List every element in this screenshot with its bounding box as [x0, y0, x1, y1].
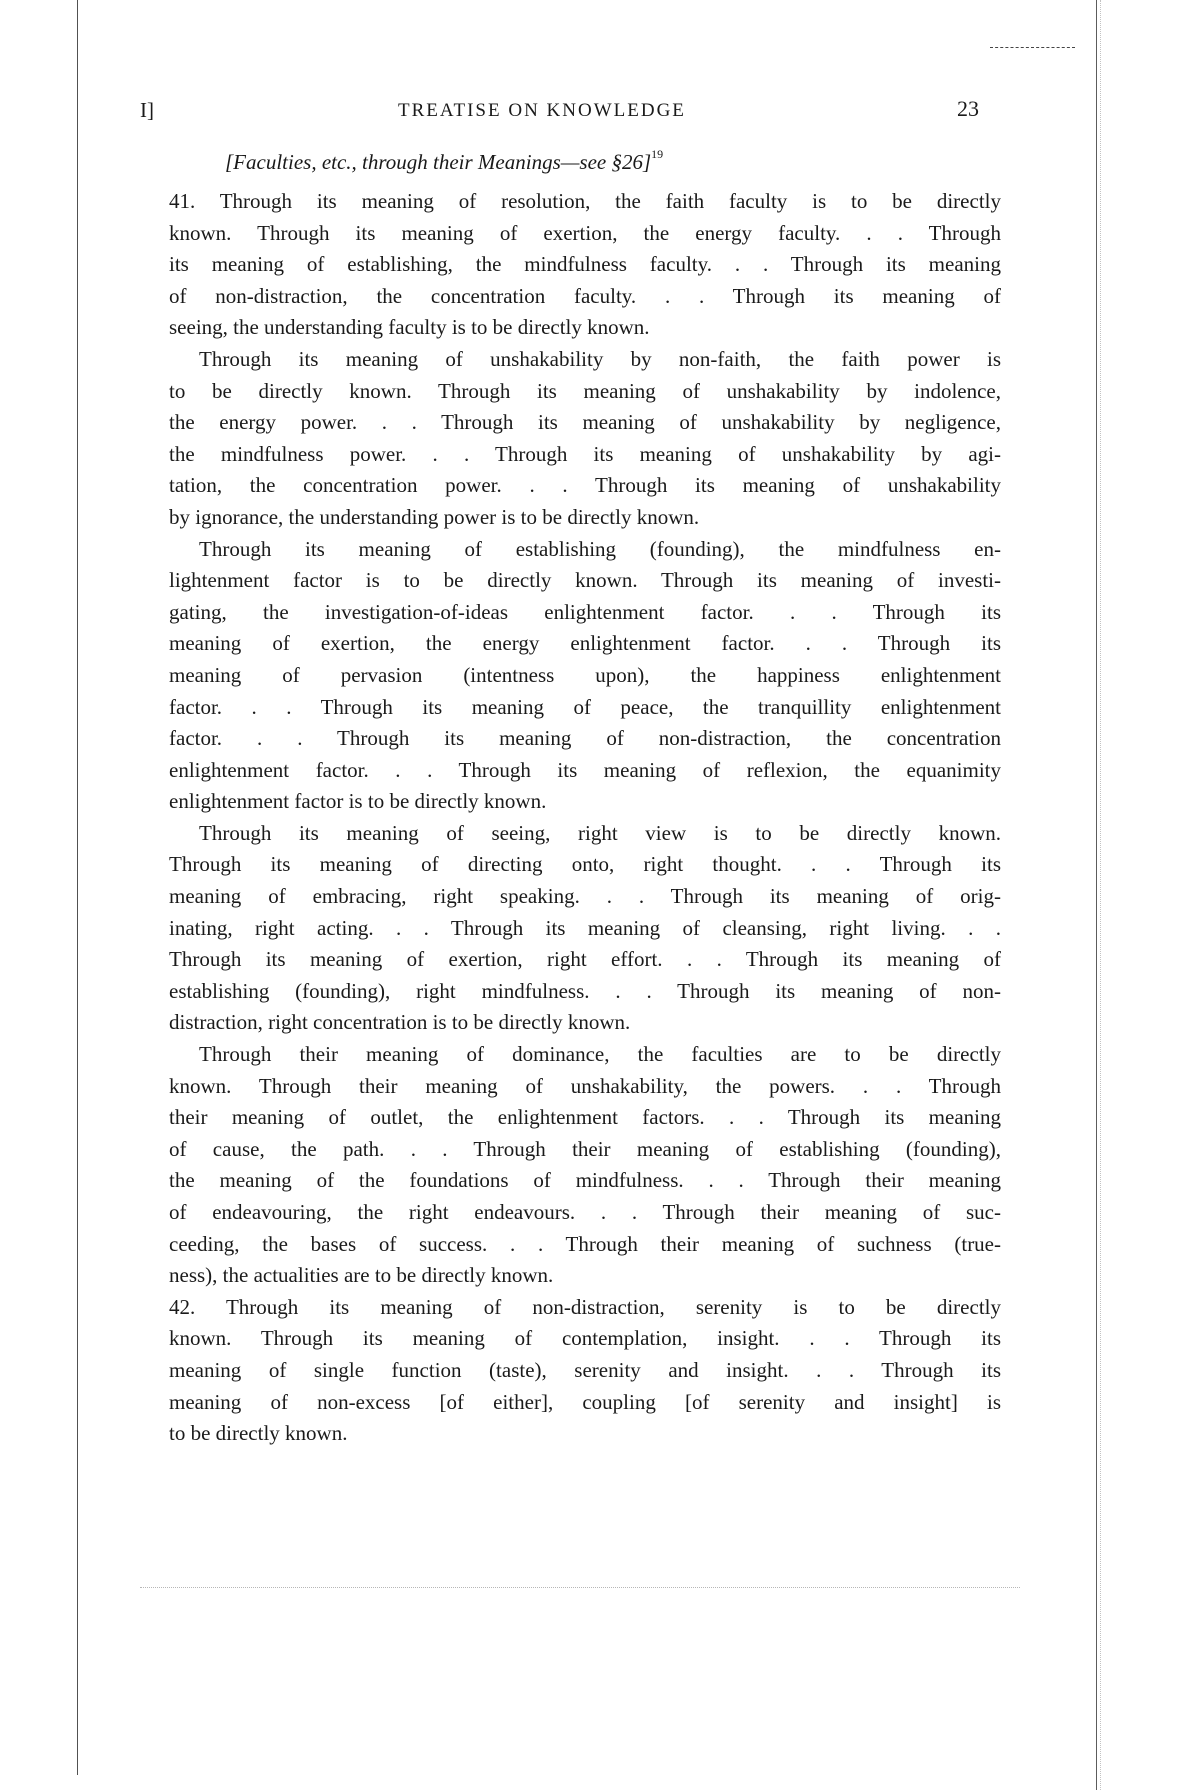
- text-line: meaning of exertion, the energy enlightenment factor. . . Through its: [169, 631, 1001, 656]
- text-line: establishing (founding), right mindfulness. . . Through its meaning of non-: [169, 978, 1001, 1003]
- paragraph: [169, 344, 1001, 534]
- text-line: Through its meaning of exertion, right effort. . . Through its meaning of: [169, 947, 1001, 972]
- body-text: [169, 186, 1001, 1450]
- text-line: of endeavouring, the right endeavours. . . Through their meaning of suc-: [169, 1200, 1001, 1224]
- text-line: by ignorance, the understanding power is to be directly known.: [169, 504, 700, 529]
- text-line: 42. Through its meaning of non-distraction, serenity is to be directly: [169, 1294, 1001, 1319]
- text-line: lightenment factor is to be directly known. Through its meaning of investi-: [169, 568, 1001, 593]
- text-line: Through its meaning of directing onto, right thought. . . Through its: [169, 852, 1001, 877]
- text-line: meaning of pervasion (intentness upon), the happiness enlightenment: [169, 662, 1001, 687]
- scan-artifact-bottom: [140, 1587, 1020, 1589]
- footnote-ref: 19: [651, 147, 664, 161]
- text-line: known. Through its meaning of contemplation, insight. . . Through its: [169, 1326, 1001, 1351]
- scan-artifact-top: [990, 47, 1075, 49]
- text-line: factor. . . Through its meaning of peace, the tranquillity enlightenment: [169, 694, 1001, 719]
- running-header: [0, 98, 1184, 128]
- text-line: Through its meaning of establishing (founding), the mindfulness en-: [199, 536, 1001, 561]
- section-subheading: [225, 147, 664, 175]
- text-line: 41. Through its meaning of resolution, the faith faculty is to be directly: [169, 189, 1001, 213]
- text-line: the meaning of the foundations of mindfulness. . . Through their meaning: [169, 1168, 1001, 1193]
- text-line: tation, the concentration power. . . Through its meaning of unshakability: [169, 473, 1001, 498]
- text-line: of non-distraction, the concentration faculty. . . Through its meaning of: [169, 283, 1001, 308]
- text-line: distraction, right concentration is to be directly known.: [169, 1010, 631, 1035]
- text-line: to be directly known. Through its meaning of unshakability by indolence,: [169, 378, 1001, 403]
- text-line: Through their meaning of dominance, the faculties are to be directly: [199, 1042, 1001, 1067]
- page-number: 23: [957, 96, 979, 121]
- text-line: meaning of single function (taste), serenity and insight. . . Through its: [169, 1357, 1001, 1382]
- text-line: enlightenment factor is to be directly known.: [169, 789, 547, 814]
- text-line: meaning of non-excess [of either], coupling [of serenity and insight] is: [169, 1389, 1001, 1414]
- text-line: Through its meaning of seeing, right view is to be directly known.: [199, 820, 1001, 845]
- page-edge-right: [1096, 0, 1097, 1790]
- text-line: gating, the investigation-of-ideas enlightenment factor. . . Through its: [169, 599, 1001, 624]
- text-line: ness), the actualities are to be directly known.: [169, 1263, 554, 1288]
- paragraph: [169, 534, 1001, 818]
- paragraph: [169, 186, 1001, 344]
- text-line: the mindfulness power. . . Through its meaning of unshakability by agi-: [169, 441, 1001, 466]
- scan-artifact-right: [1100, 0, 1102, 1790]
- chapter-marker: I]: [140, 98, 154, 122]
- text-line: known. Through its meaning of exertion, the energy faculty. . . Through: [169, 220, 1001, 245]
- text-line: meaning of embracing, right speaking. . . Through its meaning of orig-: [169, 884, 1001, 909]
- text-line: their meaning of outlet, the enlightenment factors. . . Through its meaning: [169, 1105, 1001, 1130]
- paragraph: [169, 818, 1001, 1039]
- text-line: enlightenment factor. . . Through its meaning of reflexion, the equanimity: [169, 757, 1001, 782]
- text-line: its meaning of establishing, the mindfulness faculty. . . Through its meaning: [169, 252, 1001, 277]
- running-title: TREATISE ON KNOWLEDGE: [398, 100, 686, 121]
- paragraph: [169, 1292, 1001, 1450]
- subheading-text: [Faculties, etc., through their Meanings—see §26]: [225, 150, 652, 174]
- text-line: ceeding, the bases of success. . . Through their meaning of suchness (true-: [169, 1231, 1001, 1256]
- page-edge-left: [77, 0, 78, 1775]
- text-line: seeing, the understanding faculty is to be directly known.: [169, 315, 650, 340]
- text-line: known. Through their meaning of unshakability, the powers. . . Through: [169, 1073, 1001, 1098]
- text-line: of cause, the path. . . Through their meaning of establishing (founding),: [169, 1136, 1001, 1161]
- text-line: to be directly known.: [169, 1421, 348, 1446]
- text-line: Through its meaning of unshakability by non-faith, the faith power is: [199, 346, 1001, 371]
- text-line: the energy power. . . Through its meaning of unshakability by negligence,: [169, 410, 1001, 435]
- paragraph: [169, 1039, 1001, 1292]
- text-line: factor. . . Through its meaning of non-distraction, the concentration: [169, 726, 1001, 751]
- text-line: inating, right acting. . . Through its meaning of cleansing, right living. . .: [169, 915, 1001, 940]
